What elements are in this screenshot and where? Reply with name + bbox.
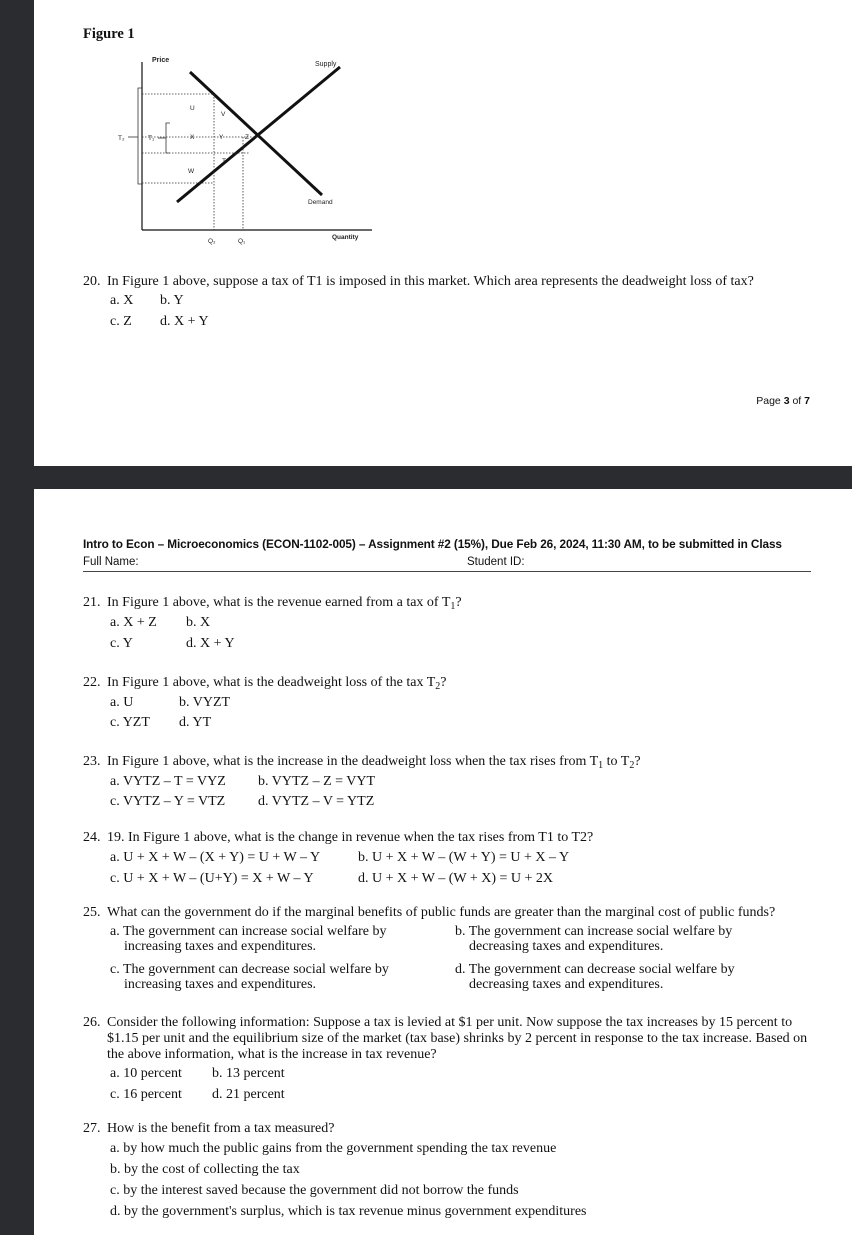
q22-option-c: c. YZT (110, 715, 150, 730)
question-26: 26. Consider the following information: Suppose a tax is levied at $1 per unit. Now suppose the tax increases by 15 percent to $1.15 per unit and the equilibrium size of the market (tax base) shrinks by 2 percent in response to the tax increase. Based on the above information, what is the increase in tax revenue? (83, 1015, 808, 1062)
question-22: 22. In Figure 1 above, what is the deadweight loss of the tax $T_2$? (83, 675, 447, 692)
q24-option-d: d. U + X + W – (W + X) = U + 2X (358, 871, 554, 886)
q25-option-c: c. The government can decrease social welfare by increasing taxes and expenditures. (110, 962, 389, 992)
q27-option-d: d. by the government's surplus, which is tax revenue minus government expenditures (110, 1204, 587, 1219)
q21-option-b: b. X (186, 615, 211, 630)
page-4 (34, 489, 852, 1235)
q27-option-a: a. by how much the public gains from the government spending the tax revenue (110, 1141, 557, 1156)
q20-option-c: c. Z (110, 314, 132, 329)
q23-option-a: a. VYTZ – T = VYZ (110, 774, 226, 789)
x-axis-label: Quantity (332, 234, 359, 241)
q23-option-d: d. VYTZ – V = YTZ (258, 794, 375, 809)
q26-option-b: b. 13 percent (212, 1066, 285, 1081)
q22-option-a: a. U (110, 695, 134, 710)
student-id-label: Student ID: (467, 556, 525, 568)
q20-option-b: b. Y (160, 293, 184, 308)
q21-option-c: c. Y (110, 636, 133, 651)
figure-1-chart (82, 50, 382, 260)
q25-option-a: a. The government can increase social welfare by increasing taxes and expenditures. (110, 924, 387, 954)
area-label-x: X (190, 134, 195, 141)
q24-option-a: a. U + X + W – (X + Y) = U + W – Y (110, 850, 321, 865)
q20-option-a: a. X (110, 293, 134, 308)
q24-option-b: b. U + X + W – (W + Y) = U + X – Y (358, 850, 570, 865)
question-27: 27. How is the benefit from a tax measured? (83, 1121, 335, 1136)
question-24: 24. 19. In Figure 1 above, what is the change in revenue when the tax rises from T1 to T2? (83, 830, 594, 845)
q26-option-a: a. 10 percent (110, 1066, 182, 1081)
question-20: 20. In Figure 1 above, suppose a tax of T1 is imposed in this market. Which area represents the deadweight loss of tax? (83, 274, 754, 289)
q26-option-d: d. 21 percent (212, 1087, 285, 1102)
t2-bracket (138, 88, 142, 184)
q24-option-c: c. U + X + W – (U+Y) = X + W – Y (110, 871, 314, 886)
area-label-v: V (221, 111, 226, 118)
q27-option-c: c. by the interest saved because the government did not borrow the funds (110, 1183, 519, 1198)
demand-label: Demand (308, 199, 333, 206)
q22-option-b: b. VYZT (179, 695, 231, 710)
supply-label: Supply (315, 61, 337, 68)
area-label-w: W (188, 168, 195, 175)
page-3 (34, 0, 852, 466)
q23-option-b: b. VYTZ – Z = VYT (258, 774, 376, 789)
q1-label: Q₁ (238, 238, 246, 245)
area-label-t: T (222, 158, 226, 165)
q26-option-c: c. 16 percent (110, 1087, 182, 1102)
q23-option-c: c. VYTZ – Y = VTZ (110, 794, 226, 809)
page-number: Page 3 of 7 (756, 395, 810, 407)
area-label-u: U (190, 105, 195, 112)
question-20-stem: In Figure 1 above, suppose a tax of T1 is imposed in this market. Which area represents the deadweight loss of tax? (107, 274, 754, 289)
t2-label: T₂ (118, 135, 125, 142)
question-25: 25. What can the government do if the marginal benefits of public funds are greater than the marginal cost of public funds? (83, 905, 776, 920)
area-label-z: Z (245, 134, 249, 141)
question-21: 21. In Figure 1 above, what is the revenue earned from a tax of $T_1$? (83, 595, 462, 612)
question-23: 23. In Figure 1 above, what is the increase in the deadweight loss when the tax rises from $T_1$ to $T_2$? (83, 754, 641, 771)
page-separator (34, 466, 852, 489)
q2-label: Q₂ (208, 238, 216, 245)
q20-option-d: d. X + Y (160, 314, 209, 329)
q21-option-d: d. X + Y (186, 636, 235, 651)
t1-bracket (166, 123, 170, 153)
area-label-y: Y (219, 134, 224, 141)
t1-label: T₁ (148, 135, 155, 142)
q27-option-b: b. by the cost of collecting the tax (110, 1162, 300, 1177)
figure-title: Figure 1 (83, 26, 135, 42)
q22-option-d: d. YT (179, 715, 212, 730)
viewer-left-bar (0, 0, 34, 1235)
full-name-label: Full Name: (83, 556, 139, 568)
q21-option-a: a. X + Z (110, 615, 157, 630)
q25-option-b: b. The government can increase social welfare by decreasing taxes and expenditures. (455, 924, 733, 954)
name-row (83, 556, 811, 572)
course-header: Intro to Econ – Microeconomics (ECON-1102-005) – Assignment #2 (15%), Due Feb 26, 2024, 11:30 AM, to be submitted in Class (83, 537, 782, 551)
y-axis-label: Price (152, 57, 170, 64)
q25-option-d: d. The government can decrease social welfare by decreasing taxes and expenditures. (455, 962, 735, 992)
